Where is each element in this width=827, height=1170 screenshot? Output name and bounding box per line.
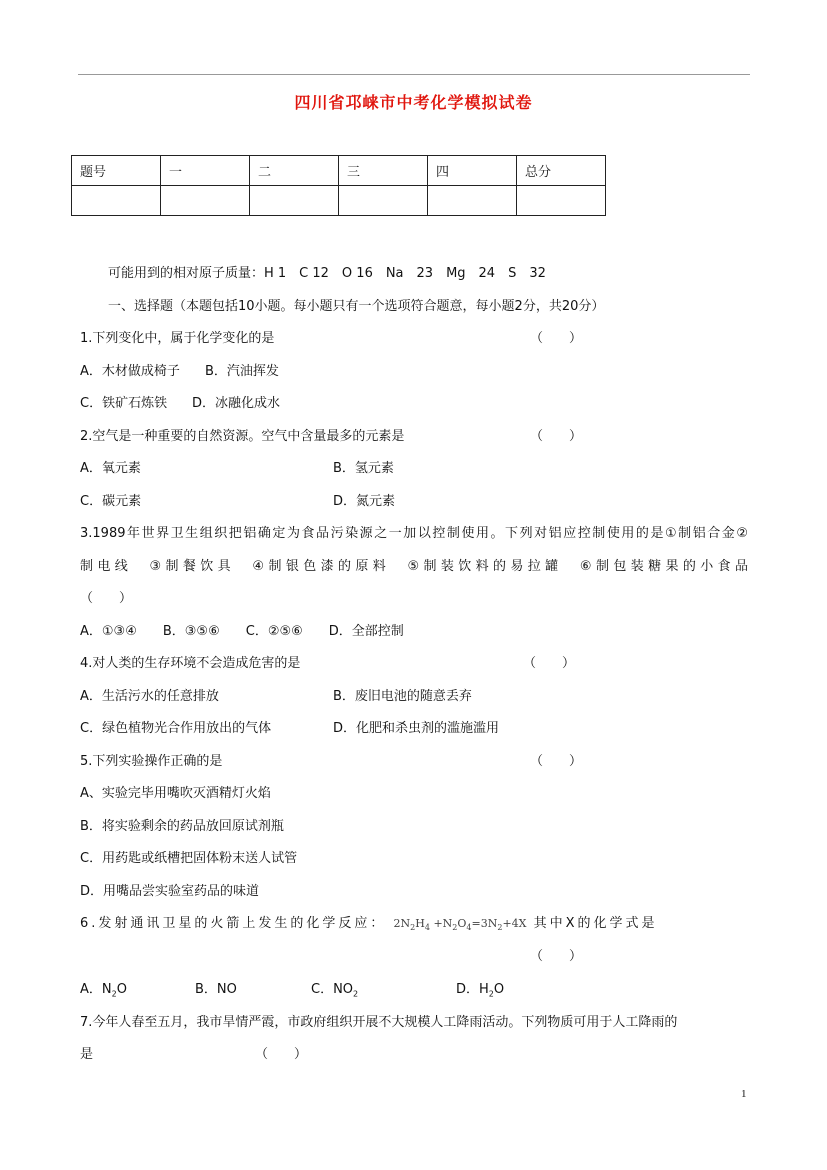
question-4-stem: 4.对人类的生存环境不会造成危害的是 bbox=[80, 656, 301, 671]
reaction-equation: $2N_2H_4 +N_2O_4=3N_2+4X$ bbox=[393, 917, 527, 933]
answer-blank[interactable]: （ ） bbox=[523, 656, 576, 671]
q5-option-a: A、实验完毕用嘴吹灭酒精灯火焰 bbox=[80, 786, 271, 801]
q4-option-c: C．绿色植物光合作用放出的气体 bbox=[80, 721, 272, 736]
score-cell[interactable] bbox=[161, 186, 250, 216]
question-2-stem: 2.空气是一种重要的自然资源。空气中含量最多的元素是 bbox=[80, 429, 405, 444]
q4-option-a: A．生活污水的任意排放 bbox=[80, 689, 219, 704]
q5-option-d: D．用嘴品尝实验室药品的味道 bbox=[80, 884, 260, 899]
question-3-line-1: 3.1989年世界卫生组织把铝确定为食品污染源之一加以控制使用。下列对铝应控制使用的是①制铝合金② bbox=[80, 526, 748, 541]
q4-option-b: B．废旧电池的随意丢弃 bbox=[333, 689, 472, 704]
score-table-header: 二 bbox=[250, 156, 339, 186]
score-table-header: 题号 bbox=[72, 156, 161, 186]
score-cell[interactable] bbox=[517, 186, 606, 216]
q6-option-c: C．$NO_2$ bbox=[311, 982, 359, 999]
answer-blank[interactable]: （ ） bbox=[530, 949, 583, 964]
q5-option-c: C．用药匙或纸槽把固体粉末送人试管 bbox=[80, 851, 298, 866]
answer-blank[interactable]: （ ） bbox=[530, 331, 583, 346]
score-table-header: 四 bbox=[428, 156, 517, 186]
q6-option-d: D．$H_2O$ bbox=[456, 982, 505, 999]
score-cell[interactable] bbox=[250, 186, 339, 216]
q1-option-d: D．冰融化成水 bbox=[192, 396, 281, 411]
score-table-header: 一 bbox=[161, 156, 250, 186]
answer-blank[interactable]: （ ） bbox=[530, 754, 583, 769]
question-7-line-1: 7.今年人春至五月，我市旱情严霞，市政府组织开展不大规模人工降雨活动。下列物质可用于人工降雨的 bbox=[80, 1015, 678, 1030]
score-table bbox=[71, 155, 606, 216]
atomic-masses: 可能用到的相对原子质量：H 1 C 12 O 16 Na 23 Mg 24 S 32 bbox=[108, 266, 546, 281]
q4-option-d: D．化肥和杀虫剂的滥施滥用 bbox=[333, 721, 500, 736]
q1-option-a: A．木材做成椅子 bbox=[80, 364, 180, 379]
score-table-header: 三 bbox=[339, 156, 428, 186]
score-cell[interactable] bbox=[339, 186, 428, 216]
q3-options: A．①③④ B．③⑤⑥ C．②⑤⑥ D．全部控制 bbox=[80, 624, 404, 639]
q2-option-b: B．氢元素 bbox=[333, 461, 394, 476]
header-rule bbox=[78, 74, 750, 75]
question-6-stem bbox=[80, 912, 658, 932]
q1-option-b: B．汽油挥发 bbox=[205, 364, 279, 379]
section-heading: 一、选择题（本题包括10小题。每小题只有一个选项符合题意，每小题2分，共20分） bbox=[108, 299, 605, 314]
score-cell[interactable] bbox=[428, 186, 517, 216]
page-title: 四川省邛崃市中考化学模拟试卷 bbox=[294, 93, 533, 112]
question-5-stem: 5.下列实验操作正确的是 bbox=[80, 754, 223, 769]
question-6-suffix: 其中X的化学式是 bbox=[533, 916, 658, 931]
page-number: 1 bbox=[741, 1088, 747, 1100]
score-table-header-row bbox=[72, 156, 606, 186]
answer-blank[interactable]: （ ） bbox=[80, 591, 133, 606]
question-6-prefix: 6.发射通讯卫星的火箭上发生的化学反应： bbox=[80, 916, 387, 931]
question-7-line-2: 是 bbox=[80, 1047, 94, 1062]
score-cell[interactable] bbox=[72, 186, 161, 216]
score-table-score-row bbox=[72, 186, 606, 216]
q6-option-a: A．$N_2O$ bbox=[80, 982, 127, 999]
answer-blank[interactable]: （ ） bbox=[530, 429, 583, 444]
answer-blank[interactable]: （ ） bbox=[255, 1047, 308, 1062]
q2-option-d: D．氮元素 bbox=[333, 494, 396, 509]
q1-option-c: C．铁矿石炼铁 bbox=[80, 396, 168, 411]
q2-option-c: C．碳元素 bbox=[80, 494, 142, 509]
score-table-header: 总分 bbox=[517, 156, 606, 186]
q2-option-a: A．氧元素 bbox=[80, 461, 141, 476]
q5-option-b: B．将实验剩余的药品放回原试剂瓶 bbox=[80, 819, 284, 834]
question-3-line-2: 制电线 ③制餐饮具 ④制银色漆的原料 ⑤制装饮料的易拉罐 ⑥制包装糖果的小食品 bbox=[80, 559, 748, 574]
q6-option-b: B．NO bbox=[195, 982, 237, 997]
question-1-stem: 1.下列变化中，属于化学变化的是 bbox=[80, 331, 275, 346]
